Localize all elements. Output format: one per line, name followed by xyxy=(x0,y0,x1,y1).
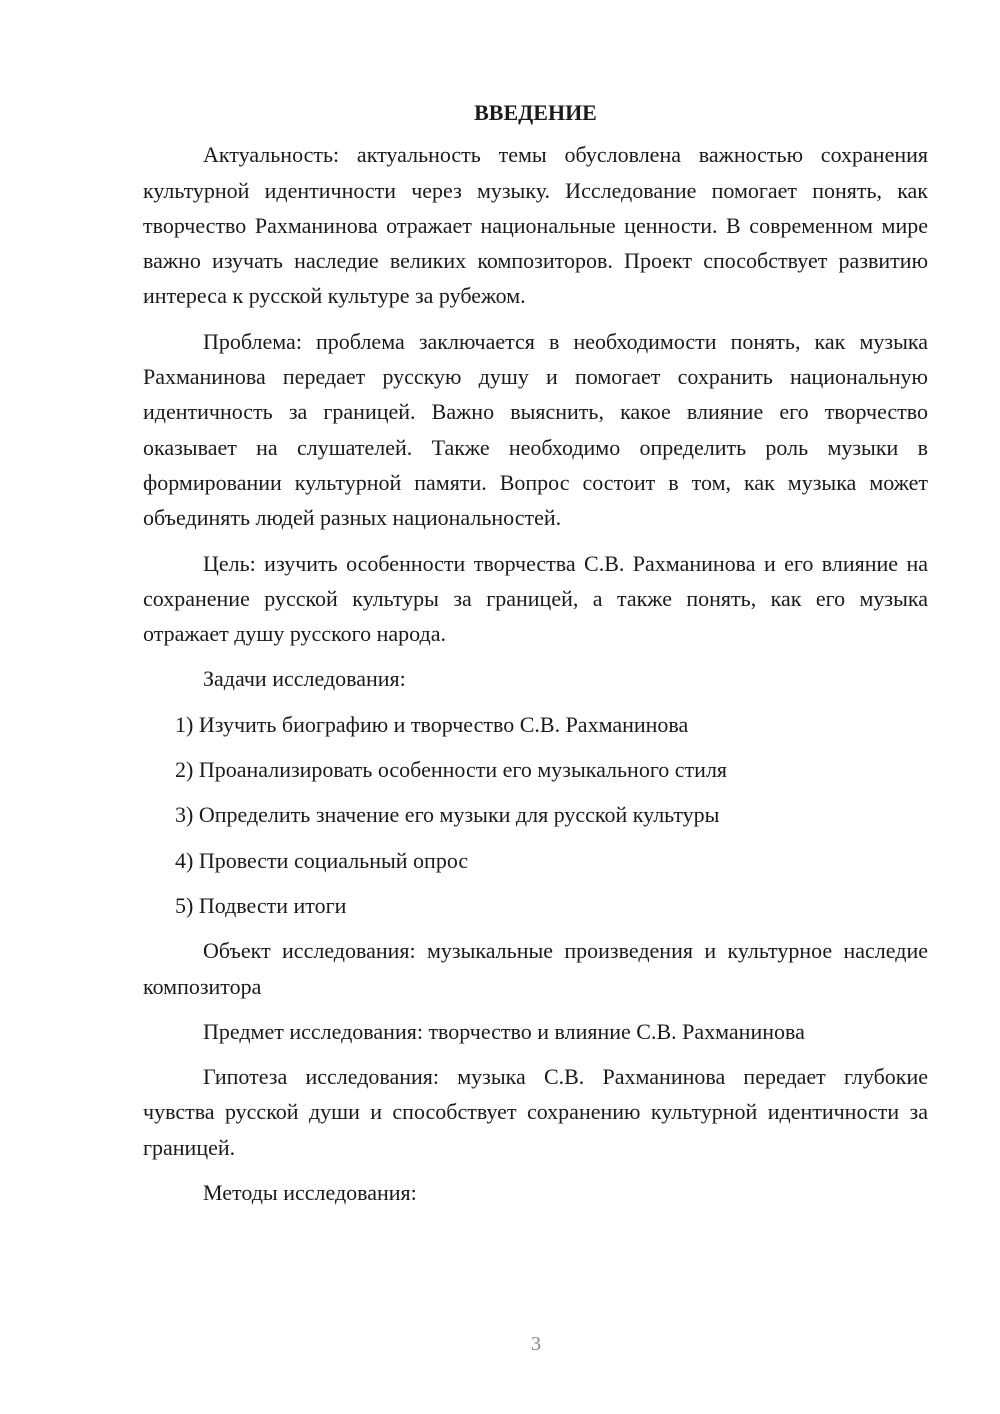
task-item: 3) Определить значение его музыки для русской культуры xyxy=(175,802,720,828)
task-item: 1) Изучить биографию и творчество С.В. Рахманинова xyxy=(175,711,689,737)
document-page xyxy=(143,95,928,1220)
page-number: 3 xyxy=(531,1333,541,1355)
task-item: 4) Провести социальный опрос xyxy=(175,847,469,873)
relevance-paragraph: Актуальность: актуальность темы обусловлена важностью сохранения культурной идентичности через музыку. Исследование помогает понять, как творчество Рахманинова отражает национальные ценности. В современном мире важно изучать наследие великих композиторов. Проект способствует развитию интереса к русской культуре за рубежом. xyxy=(143,142,928,309)
section-heading: ВВЕДЕНИЕ xyxy=(474,100,597,125)
task-list xyxy=(143,707,928,923)
object-paragraph: Объект исследования: музыкальные произведения и культурное наследие композитора xyxy=(143,938,928,999)
hypothesis-paragraph: Гипотеза исследования: музыка С.В. Рахманинова передает глубокие чувства русской души и способствует сохранению культурной идентичности за границей. xyxy=(143,1064,928,1160)
goal-paragraph: Цель: изучить особенности творчества С.В. Рахманинова и его влияние на сохранение русской культуры за границей, а также понять, как его музыка отражает душу русского народа. xyxy=(143,550,928,647)
task-item: 2) Проанализировать особенности его музыкального стиля xyxy=(175,757,728,783)
problem-paragraph: Проблема: проблема заключается в необходимости понять, как музыка Рахманинова передает русскую душу и помогает сохранить национальную идентичность за границей. Важно выяснить, какое влияние его творчество оказывает на слушателей. Также необходимо определить роль музыки в формировании культурной памяти. Вопрос состоит в том, как музыка может объединять людей разных национальностей. xyxy=(143,328,928,531)
task-item: 5) Подвести итоги xyxy=(175,892,347,918)
subject-paragraph: Предмет исследования: творчество и влияние С.В. Рахманинова xyxy=(203,1018,805,1044)
tasks-title: Задачи исследования: xyxy=(203,666,406,692)
methods-title: Методы исследования: xyxy=(203,1180,417,1206)
